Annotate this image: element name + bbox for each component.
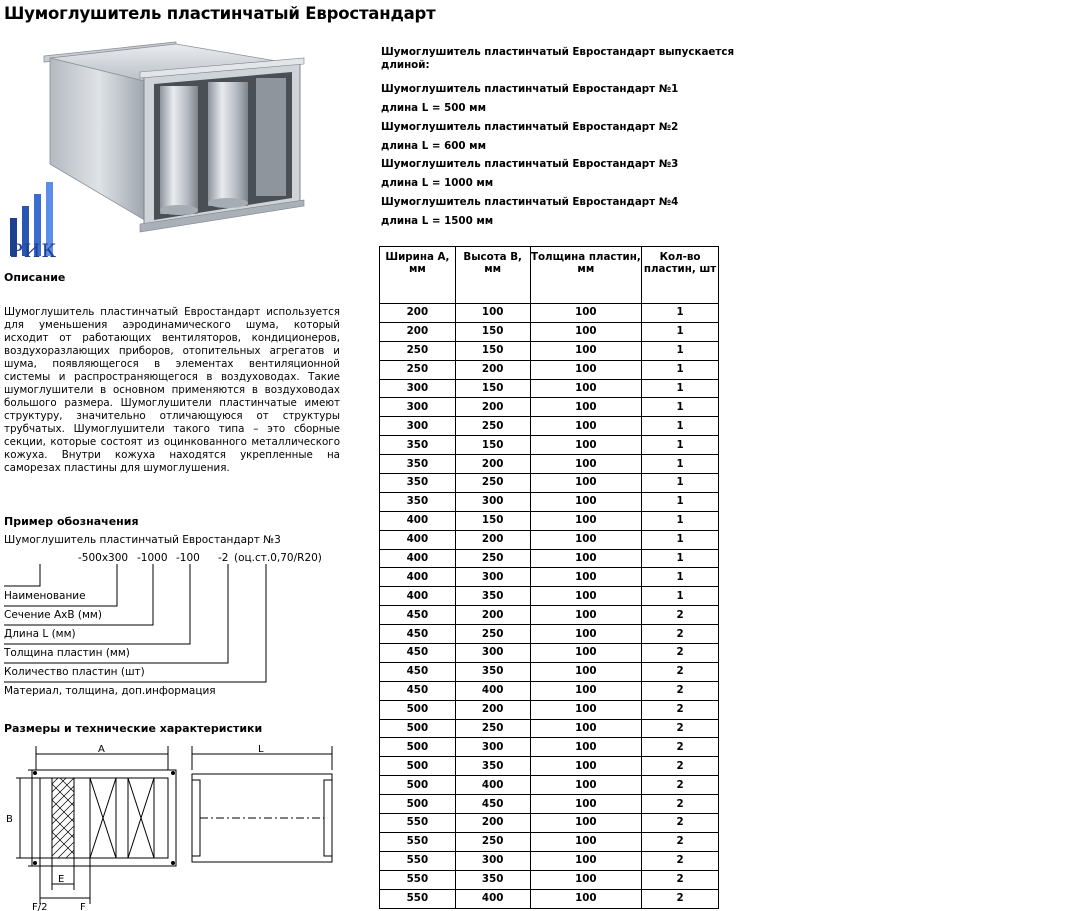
table-row: [380, 549, 719, 568]
table-cell: 100: [530, 662, 642, 681]
table-cell: 2: [642, 738, 719, 757]
table-cell: 100: [530, 814, 642, 833]
technical-drawing: [2, 740, 342, 911]
table-row: [380, 568, 719, 587]
table-cell: 400: [455, 681, 530, 700]
table-cell: 100: [455, 304, 530, 323]
table-row: [380, 587, 719, 606]
code-length: -1000: [137, 552, 168, 564]
table-cell: 150: [455, 511, 530, 530]
table-cell: 300: [455, 568, 530, 587]
table-cell: 400: [455, 889, 530, 908]
table-cell: 2: [642, 832, 719, 851]
variant-4-name: Шумоглушитель пластинчатый Евростандарт №4: [381, 196, 679, 208]
table-cell: 2: [642, 889, 719, 908]
product-photo: [36, 34, 332, 234]
table-row: [380, 474, 719, 493]
table-cell: 150: [455, 341, 530, 360]
table-cell: 100: [530, 795, 642, 814]
table-cell: 200: [455, 360, 530, 379]
table-row: [380, 662, 719, 681]
table-cell: 400: [380, 530, 456, 549]
label-count: Количество пластин (шт): [4, 666, 145, 678]
table-cell: 500: [380, 700, 456, 719]
table-cell: 150: [455, 379, 530, 398]
table-cell: 1: [642, 417, 719, 436]
table-cell: 450: [455, 795, 530, 814]
table-cell: 100: [530, 644, 642, 663]
table-cell: 100: [530, 832, 642, 851]
table-cell: 100: [530, 870, 642, 889]
table-row: [380, 379, 719, 398]
table-cell: 100: [530, 681, 642, 700]
table-cell: 250: [380, 341, 456, 360]
table-cell: 100: [530, 530, 642, 549]
table-cell: 450: [380, 662, 456, 681]
table-cell: 100: [530, 341, 642, 360]
table-cell: 350: [380, 455, 456, 474]
table-row: [380, 757, 719, 776]
table-cell: 200: [380, 322, 456, 341]
table-cell: 1: [642, 436, 719, 455]
variant-1-name: Шумоглушитель пластинчатый Евростандарт №1: [381, 83, 679, 95]
table-row: [380, 455, 719, 474]
header-width: Ширина А, мм: [380, 247, 456, 304]
table-cell: 250: [455, 549, 530, 568]
table-cell: 200: [455, 814, 530, 833]
table-row: [380, 644, 719, 663]
table-cell: 400: [455, 776, 530, 795]
table-row: [380, 530, 719, 549]
code-thickness: -100: [176, 552, 200, 564]
table-cell: 500: [380, 795, 456, 814]
table-cell: 100: [530, 757, 642, 776]
table-cell: 100: [530, 587, 642, 606]
variants-intro: Шумоглушитель пластинчатый Евростандарт выпускается длиной:: [381, 46, 735, 71]
table-cell: 300: [380, 398, 456, 417]
table-cell: 1: [642, 530, 719, 549]
table-cell: 1: [642, 455, 719, 474]
table-cell: 300: [455, 851, 530, 870]
table-cell: 100: [530, 549, 642, 568]
table-cell: 300: [455, 492, 530, 511]
table-row: [380, 417, 719, 436]
table-row: [380, 814, 719, 833]
table-row: [380, 700, 719, 719]
table-cell: 450: [380, 644, 456, 663]
example-heading: Пример обозначения: [4, 515, 139, 528]
table-cell: 300: [455, 738, 530, 757]
table-cell: 550: [380, 851, 456, 870]
code-plates: -2: [218, 552, 229, 564]
table-cell: 350: [380, 492, 456, 511]
code-section: -500x300: [78, 552, 129, 564]
table-cell: 100: [530, 625, 642, 644]
table-cell: 150: [455, 322, 530, 341]
table-cell: 250: [455, 719, 530, 738]
table-row: [380, 738, 719, 757]
specs-table: [379, 246, 719, 909]
table-row: [380, 851, 719, 870]
table-cell: 550: [380, 870, 456, 889]
table-cell: 100: [530, 606, 642, 625]
table-cell: 550: [380, 889, 456, 908]
example-line: Шумоглушитель пластинчатый Евростандарт №3: [4, 534, 281, 546]
header-height: Высота В, мм: [455, 247, 530, 304]
table-cell: 1: [642, 492, 719, 511]
table-cell: 100: [530, 776, 642, 795]
table-cell: 100: [530, 889, 642, 908]
page-title: Шумоглушитель пластинчатый Евростандарт: [4, 4, 436, 23]
variant-2-name: Шумоглушитель пластинчатый Евростандарт №2: [381, 121, 679, 133]
table-cell: 550: [380, 814, 456, 833]
table-cell: 350: [455, 870, 530, 889]
dimensions-heading: Размеры и технические характеристики: [4, 722, 263, 735]
table-cell: 200: [455, 606, 530, 625]
label-name: Наименование: [4, 590, 86, 602]
table-row: [380, 795, 719, 814]
table-cell: 1: [642, 568, 719, 587]
table-cell: 300: [380, 417, 456, 436]
dim-e-label: E: [58, 874, 65, 885]
table-cell: 250: [455, 625, 530, 644]
table-cell: 2: [642, 700, 719, 719]
table-cell: 500: [380, 776, 456, 795]
table-cell: 450: [380, 606, 456, 625]
table-cell: 100: [530, 474, 642, 493]
table-row: [380, 341, 719, 360]
label-material: Материал, толщина, доп.информация: [4, 685, 216, 697]
variant-3-name: Шумоглушитель пластинчатый Евростандарт №3: [381, 158, 679, 170]
dim-b-label: B: [6, 814, 13, 825]
description-text: Шумоглушитель пластинчатый Евростандарт используется для уменьшения аэродинамического шума, который исходит от работающих вентиляторов, кондиционеров, воздухоразлающих приборов, отопительных агрегатов и шума, появляющегося в элементах вентиляционной системы и распространяющегося в воздуховодах. Такие шумоглушители в основном применяются в воздуховодах большого размера. Шумоглушители пластинчатые имеют структуру, значительно отличающуюся от структуры трубчатых. Шумоглушители такого типа – это сборные секции, которые состоят из оцинкованного металлического кожуха. Внутри кожуха находятся укрепленные на саморезах пластины для шумоглушения.: [4, 306, 340, 474]
table-cell: 100: [530, 568, 642, 587]
table-cell: 400: [380, 511, 456, 530]
table-cell: 400: [380, 549, 456, 568]
table-row: [380, 776, 719, 795]
variant-4-length: длина L = 1500 мм: [381, 215, 494, 227]
code-material: (оц.ст.0,70/R20): [234, 552, 322, 564]
dim-a-label: A: [98, 744, 105, 755]
table-row: [380, 870, 719, 889]
table-row: [380, 436, 719, 455]
table-cell: 550: [380, 832, 456, 851]
table-cell: 500: [380, 719, 456, 738]
table-cell: 200: [455, 455, 530, 474]
label-thickness: Толщина пластин (мм): [4, 647, 130, 659]
table-row: [380, 606, 719, 625]
variant-3-length: длина L = 1000 мм: [381, 177, 494, 189]
table-cell: 100: [530, 738, 642, 757]
variant-1-length: длина L = 500 мм: [381, 102, 486, 114]
table-cell: 2: [642, 681, 719, 700]
table-cell: 250: [380, 360, 456, 379]
table-cell: 100: [530, 360, 642, 379]
table-row: [380, 719, 719, 738]
table-header-row: [380, 247, 719, 304]
table-cell: 350: [455, 587, 530, 606]
table-cell: 1: [642, 341, 719, 360]
table-cell: 400: [380, 568, 456, 587]
table-cell: 250: [455, 474, 530, 493]
table-cell: 500: [380, 757, 456, 776]
table-cell: 200: [380, 304, 456, 323]
dim-f2-label: F/2: [32, 902, 48, 911]
table-cell: 100: [530, 379, 642, 398]
table-row: [380, 625, 719, 644]
table-row: [380, 322, 719, 341]
dim-l-label: L: [258, 744, 264, 755]
table-cell: 2: [642, 870, 719, 889]
table-row: [380, 398, 719, 417]
label-section: Сечение АхВ (мм): [4, 609, 102, 621]
table-cell: 100: [530, 304, 642, 323]
table-cell: 450: [380, 625, 456, 644]
table-cell: 2: [642, 662, 719, 681]
table-cell: 2: [642, 719, 719, 738]
table-cell: 100: [530, 322, 642, 341]
table-cell: 2: [642, 814, 719, 833]
table-cell: 2: [642, 851, 719, 870]
table-cell: 350: [380, 436, 456, 455]
table-cell: 2: [642, 757, 719, 776]
table-cell: 2: [642, 606, 719, 625]
table-cell: 2: [642, 795, 719, 814]
table-cell: 1: [642, 379, 719, 398]
table-cell: 1: [642, 587, 719, 606]
company-logo-text: РИК: [10, 240, 58, 262]
table-cell: 200: [455, 530, 530, 549]
description-heading: Описание: [4, 271, 66, 284]
header-count: Кол-во пластин, шт: [642, 247, 719, 304]
table-cell: 100: [530, 417, 642, 436]
table-row: [380, 511, 719, 530]
table-cell: 2: [642, 776, 719, 795]
table-cell: 100: [530, 700, 642, 719]
table-cell: 1: [642, 398, 719, 417]
table-cell: 500: [380, 738, 456, 757]
table-cell: 1: [642, 549, 719, 568]
table-cell: 100: [530, 398, 642, 417]
table-cell: 150: [455, 436, 530, 455]
header-thickness: Толщина пластин, мм: [530, 247, 642, 304]
table-row: [380, 681, 719, 700]
table-cell: 1: [642, 360, 719, 379]
table-cell: 100: [530, 851, 642, 870]
table-cell: 200: [455, 700, 530, 719]
table-cell: 300: [455, 644, 530, 663]
table-cell: 100: [530, 719, 642, 738]
table-cell: 1: [642, 322, 719, 341]
table-body: [380, 304, 719, 909]
table-cell: 100: [530, 492, 642, 511]
table-row: [380, 304, 719, 323]
table-cell: 100: [530, 436, 642, 455]
table-cell: 2: [642, 644, 719, 663]
table-row: [380, 889, 719, 908]
table-row: [380, 492, 719, 511]
variant-2-length: длина L = 600 мм: [381, 140, 486, 152]
table-cell: 300: [380, 379, 456, 398]
table-cell: 100: [530, 511, 642, 530]
table-cell: 250: [455, 417, 530, 436]
table-cell: 2: [642, 625, 719, 644]
table-cell: 1: [642, 304, 719, 323]
table-cell: 100: [530, 455, 642, 474]
label-length: Длина L (мм): [4, 628, 76, 640]
table-cell: 1: [642, 511, 719, 530]
table-cell: 350: [455, 662, 530, 681]
table-cell: 250: [455, 832, 530, 851]
table-cell: 450: [380, 681, 456, 700]
table-cell: 1: [642, 474, 719, 493]
dim-f-label: F: [80, 902, 86, 911]
table-cell: 350: [455, 757, 530, 776]
table-cell: 200: [455, 398, 530, 417]
table-cell: 400: [380, 587, 456, 606]
table-row: [380, 832, 719, 851]
table-row: [380, 360, 719, 379]
table-cell: 350: [380, 474, 456, 493]
